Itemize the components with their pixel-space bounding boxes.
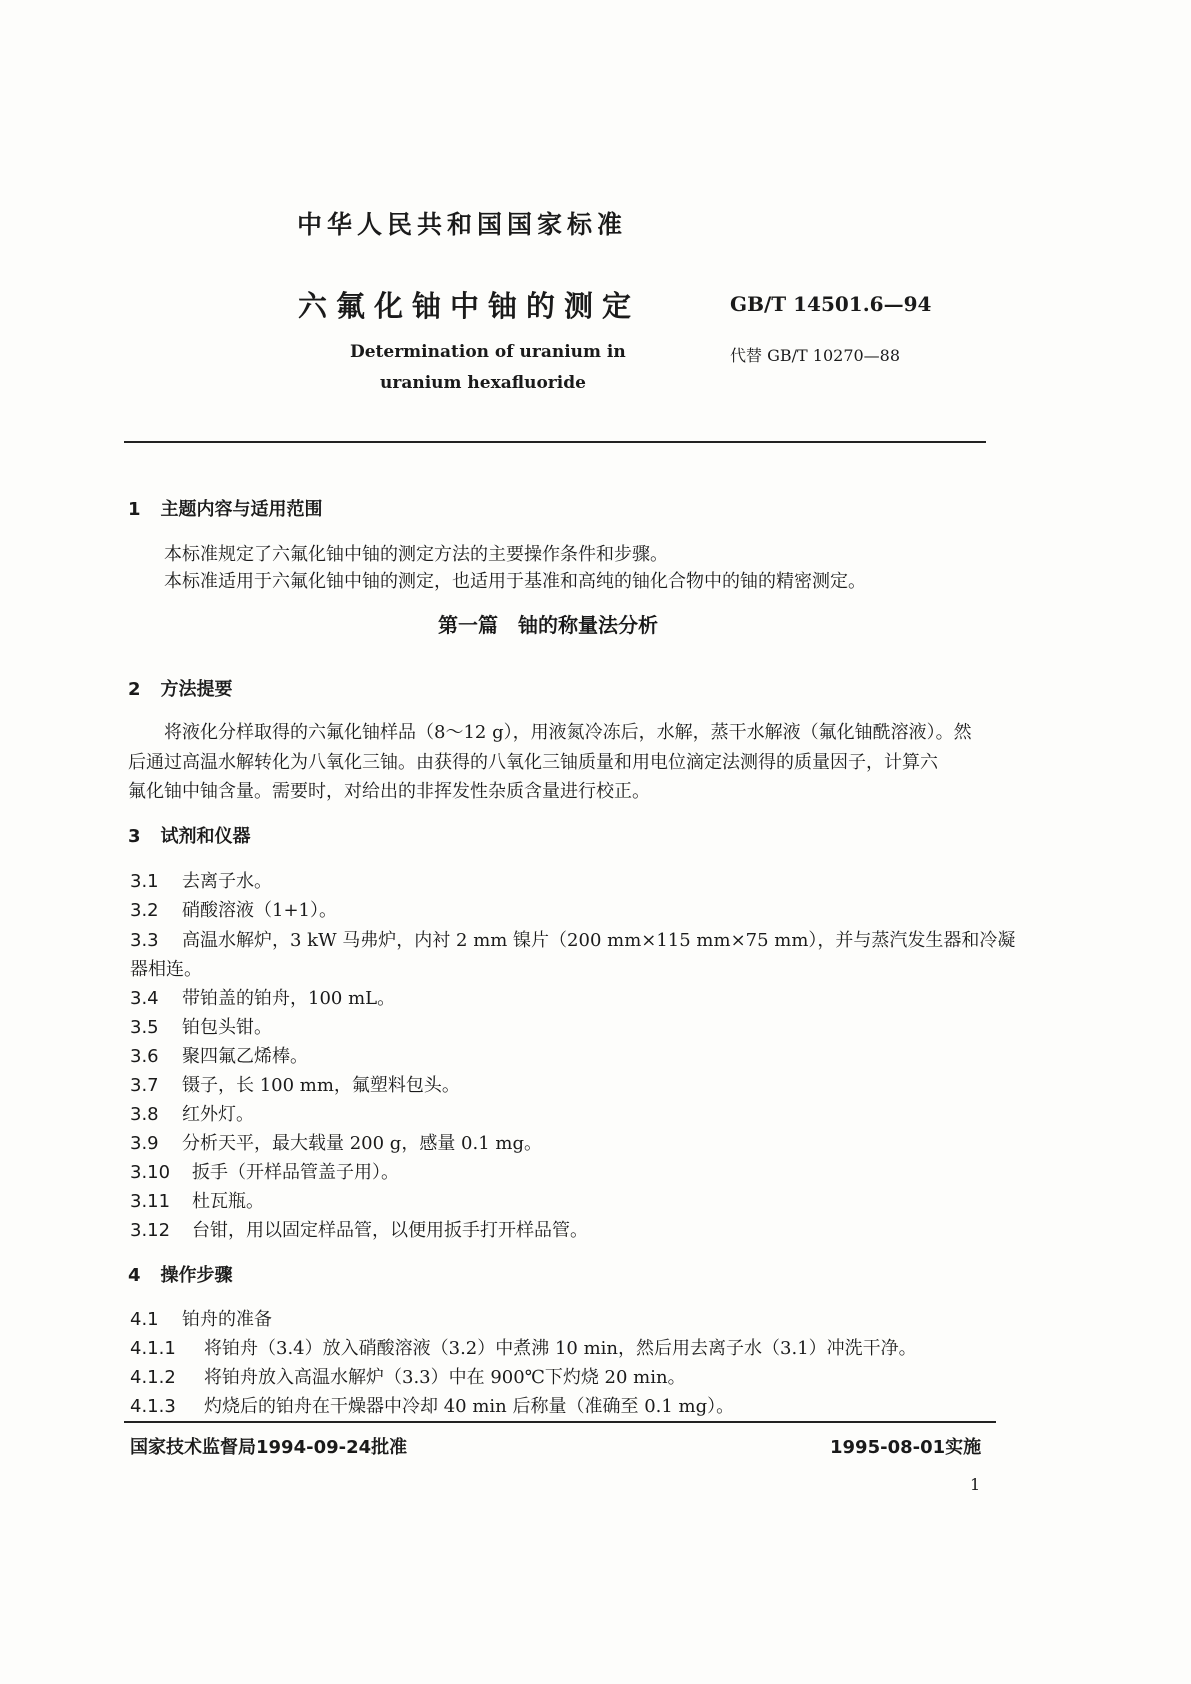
- item-text: 聚四氟乙烯棒。: [182, 1046, 308, 1067]
- list-item-3-7: [130, 1071, 460, 1097]
- part-title: 第一篇 铀的称量法分析: [438, 613, 658, 637]
- section-1-paragraph-2: 本标准适用于六氟化铀中铀的测定，也适用于基准和高纯的铀化合物中的铀的精密测定。: [164, 571, 866, 592]
- item-text: 高温水解炉，3 kW 马弗炉，内衬 2 mm 镍片（200 mm×115 mm×75 mm），并与蒸汽发生器和冷凝: [182, 930, 1016, 951]
- section-2-line-3: 氟化铀中铀含量。需要时，对给出的非挥发性杂质含量进行校正。: [128, 781, 650, 802]
- item-number: 4.1.2: [130, 1367, 176, 1388]
- section-2-title: 方法提要: [160, 679, 233, 700]
- item-text: 带铂盖的铂舟，100 mL。: [182, 988, 396, 1009]
- item-number: 3.11: [130, 1191, 171, 1212]
- list-item-3-2: [130, 896, 337, 922]
- national-standard-heading: 中华人民共和国国家标准: [297, 210, 628, 239]
- item-number: 3.12: [130, 1220, 171, 1241]
- list-item-4-1: [130, 1305, 272, 1331]
- item-text: 扳手（开样品管盖子用）。: [192, 1162, 399, 1183]
- list-item-3-11: [130, 1187, 264, 1213]
- section-1-paragraph-1: 本标准规定了六氟化铀中铀的测定方法的主要操作条件和步骤。: [164, 544, 668, 565]
- list-item-4-1-1: [130, 1334, 917, 1360]
- item-number: 4.1.1: [130, 1338, 176, 1359]
- list-item-3-4: [130, 984, 395, 1010]
- list-item-3-5: [130, 1013, 272, 1039]
- list-item-3-3: [130, 926, 1015, 952]
- section-2-number: 2: [128, 679, 141, 700]
- item-text: 将铂舟放入高温水解炉（3.3）中在 900℃下灼烧 20 min。: [204, 1367, 686, 1388]
- section-3-heading: [128, 822, 251, 848]
- list-item-3-12: [130, 1216, 588, 1242]
- item-number: 4.1.3: [130, 1396, 176, 1417]
- section-4-number: 4: [128, 1265, 141, 1286]
- item-text: 红外灯。: [182, 1104, 254, 1125]
- section-2-line-2: 后通过高温水解转化为八氧化三铀。由获得的八氧化三铀质量和用电位滴定法测得的质量因子，计算六: [128, 752, 938, 773]
- list-item-3-3-continuation: 器相连。: [130, 959, 202, 980]
- item-number: 3.2: [130, 900, 159, 921]
- section-1-number: 1: [128, 499, 141, 520]
- item-text: 去离子水。: [182, 871, 272, 892]
- item-text: 铂舟的准备: [182, 1309, 272, 1330]
- item-number: 3.6: [130, 1046, 159, 1067]
- section-4-title: 操作步骤: [160, 1265, 233, 1286]
- item-text: 台钳，用以固定样品管，以便用扳手打开样品管。: [192, 1220, 588, 1241]
- footer-divider: [124, 1421, 996, 1423]
- item-number: 3.10: [130, 1162, 171, 1183]
- document-title-en-line1: Determination of uranium in: [350, 342, 626, 362]
- section-3-title: 试剂和仪器: [160, 826, 251, 847]
- section-2-heading: [128, 675, 233, 701]
- list-item-3-9: [130, 1129, 542, 1155]
- item-number: 3.7: [130, 1075, 159, 1096]
- approval-line: 国家技术监督局1994-09-24批准: [130, 1437, 408, 1458]
- item-text: 铂包头钳。: [182, 1017, 272, 1038]
- section-3-number: 3: [128, 826, 141, 847]
- item-text: 分析天平，最大载量 200 g，感量 0.1 mg。: [182, 1133, 542, 1154]
- item-number: 4.1: [130, 1309, 159, 1330]
- implementation-date: 1995-08-01实施: [830, 1437, 982, 1458]
- section-1-title: 主题内容与适用范围: [160, 499, 323, 520]
- item-text: 将铂舟（3.4）放入硝酸溶液（3.2）中煮沸 10 min，然后用去离子水（3.1）冲洗干净。: [204, 1338, 917, 1359]
- list-item-3-10: [130, 1158, 399, 1184]
- section-2-line-1: 将液化分样取得的六氟化铀样品（8～12 g），用液氮冷冻后，水解，蒸干水解液（氟化铀酰溶液）。然: [164, 722, 972, 743]
- page-number: 1: [970, 1475, 981, 1494]
- item-number: 3.9: [130, 1133, 159, 1154]
- list-item-4-1-2: [130, 1363, 686, 1389]
- item-text: 杜瓦瓶。: [192, 1191, 264, 1212]
- list-item-3-1: [130, 867, 272, 893]
- document-title-en-line2: uranium hexafluoride: [380, 373, 586, 393]
- header-divider: [124, 441, 986, 443]
- section-4-heading: [128, 1261, 233, 1287]
- item-number: 3.3: [130, 930, 159, 951]
- item-text: 硝酸溶液（1+1）。: [182, 900, 337, 921]
- standard-number: GB/T 14501.6—94: [730, 292, 932, 316]
- section-1-heading: [128, 495, 323, 521]
- document-title-cn: 六氟化铀中铀的测定: [298, 289, 641, 323]
- replaces-standard: 代替 GB/T 10270—88: [730, 346, 901, 365]
- item-number: 3.4: [130, 988, 159, 1009]
- item-text: 灼烧后的铂舟在干燥器中冷却 40 min 后称量（准确至 0.1 mg）。: [204, 1396, 735, 1417]
- item-text: 镊子，长 100 mm，氟塑料包头。: [182, 1075, 460, 1096]
- item-number: 3.8: [130, 1104, 159, 1125]
- list-item-3-8: [130, 1100, 254, 1126]
- item-number: 3.5: [130, 1017, 159, 1038]
- list-item-4-1-3: [130, 1392, 734, 1418]
- list-item-3-6: [130, 1042, 308, 1068]
- item-number: 3.1: [130, 871, 159, 892]
